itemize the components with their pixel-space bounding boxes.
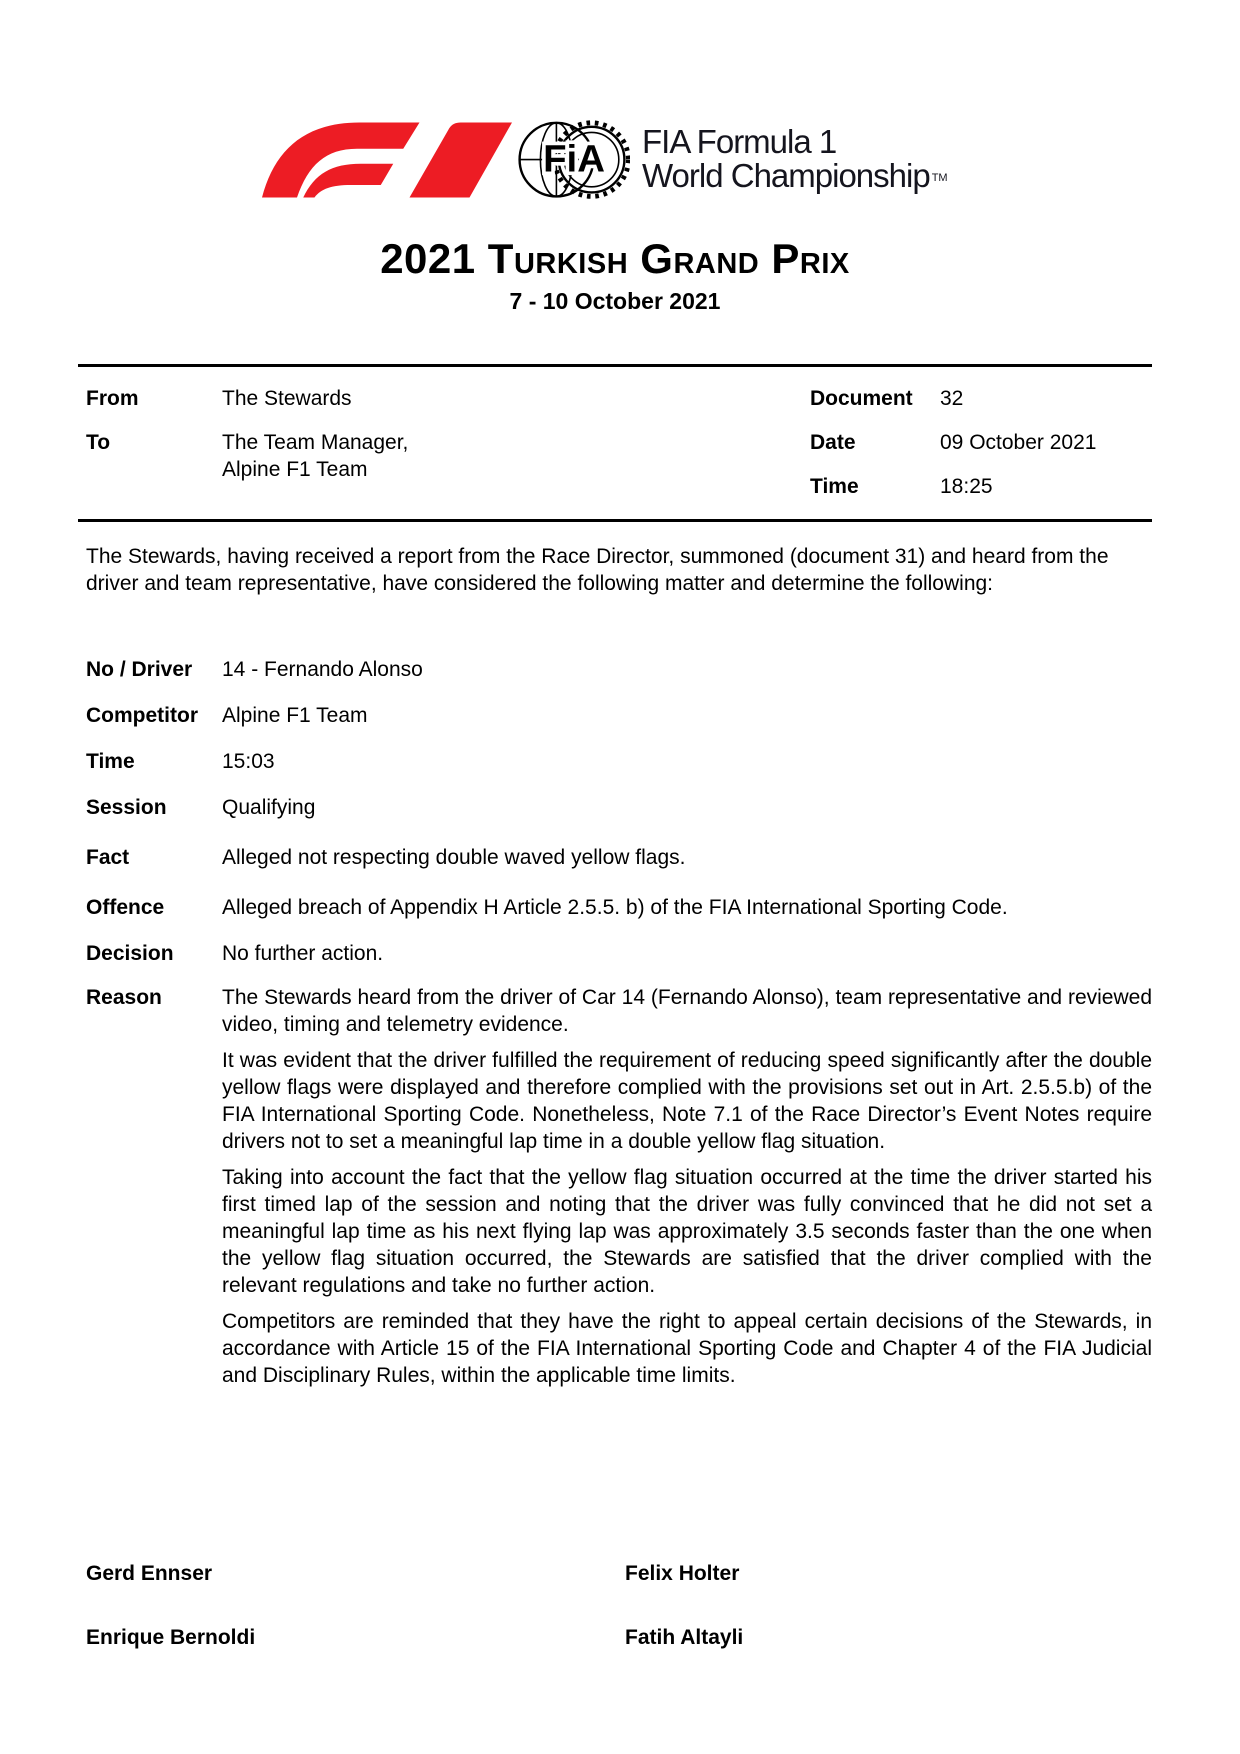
signature-fatih-altayli: Fatih Altayli xyxy=(625,1626,744,1649)
header-bottom-divider xyxy=(78,519,1152,522)
to-label: To xyxy=(86,431,111,454)
field-row-offence xyxy=(86,894,1152,921)
field-row-decision xyxy=(86,940,1152,967)
time-value: 18:25 xyxy=(940,475,993,498)
wordmark-line1: FIA Formula 1 xyxy=(642,123,837,160)
f1-logo-icon xyxy=(262,122,512,198)
competitor-label: Competitor xyxy=(86,704,198,727)
top-divider xyxy=(78,364,1152,367)
meta-document-info xyxy=(810,385,1170,517)
field-row-no-driver xyxy=(86,656,1152,683)
signature-row-1 xyxy=(86,1560,1152,1587)
fia-logo-icon xyxy=(518,117,630,203)
date-row xyxy=(810,429,1170,456)
reason-paragraph-1: The Stewards heard from the driver of Car 14 (Fernando Alonso), team representative and reviewed video, timing and telemetry evidence. xyxy=(222,986,1152,1036)
wordmark-line2-text: World Championship xyxy=(642,157,930,194)
decision-fields xyxy=(86,656,1152,1408)
field-row-fact xyxy=(86,844,1152,871)
wordmark-line2 xyxy=(642,159,948,195)
decision-value: No further action. xyxy=(222,942,384,965)
signature-enrique-bernoldi: Enrique Bernoldi xyxy=(86,1626,256,1649)
meta-from-to xyxy=(86,385,646,500)
no-driver-label: No / Driver xyxy=(86,658,193,681)
fia-logo-text: FiA xyxy=(543,137,605,181)
reason-paragraph-2: It was evident that the driver fulfilled the requirement of reducing speed significantly after the double yellow flags were displayed and therefore complied with the provisions set out in Art. 2.5.5.b) of the FIA International Sporting Code. Nonetheless, Note 7.1 of the Race Director’s Event Notes require drivers not to set a meaningful lap time in a double yellow flag situation. xyxy=(222,1049,1152,1153)
page-title: 2021 Turkish Grand Prix xyxy=(380,235,850,282)
fact-label: Fact xyxy=(86,846,130,869)
time-field-label: Time xyxy=(86,750,135,773)
document-row xyxy=(810,385,1170,412)
to-value-line1: The Team Manager, xyxy=(222,431,409,454)
field-row-competitor xyxy=(86,702,1152,729)
document-value: 32 xyxy=(940,387,964,410)
fact-value: Alleged not respecting double waved yellow flags. xyxy=(222,846,686,869)
to-value-line2: Alpine F1 Team xyxy=(222,458,368,481)
event-dates: 7 - 10 October 2021 xyxy=(509,288,721,314)
fia-f1-wordmark xyxy=(642,125,948,195)
session-label: Session xyxy=(86,796,167,819)
time-label: Time xyxy=(810,475,859,498)
to-row xyxy=(86,429,646,483)
reason-paragraph-3: Taking into account the fact that the yellow flag situation occurred at the time the driver started his first timed lap of the session and noting that the driver was fully convinced that he did not set a meaningful lap time as his next flying lap was approximately 3.5 seconds faster than the one when the yellow flag situation occurred, the Stewards are satisfied that the driver complied with the relevant regulations and take no further action. xyxy=(222,1166,1152,1297)
signature-felix-holter: Felix Holter xyxy=(625,1562,740,1585)
trademark-symbol: TM xyxy=(931,172,948,184)
offence-value: Alleged breach of Appendix H Article 2.5.5. b) of the FIA International Sporting Code. xyxy=(222,896,1008,919)
reason-value xyxy=(222,984,1152,1389)
to-value xyxy=(222,429,646,483)
decision-label: Decision xyxy=(86,942,174,965)
signatures-block xyxy=(86,1560,1152,1688)
from-row xyxy=(86,385,646,412)
field-row-session xyxy=(86,794,1152,821)
time-field-value: 15:03 xyxy=(222,750,275,773)
reason-paragraph-4: Competitors are reminded that they have the right to appeal certain decisions of the Stewards, in accordance with Article 15 of the FIA International Sporting Code and Chapter 4 of the FIA Judicial and Disciplinary Rules, within the applicable time limits. xyxy=(222,1310,1152,1387)
no-driver-value: 14 - Fernando Alonso xyxy=(222,658,423,681)
document-label: Document xyxy=(810,387,913,410)
field-row-reason xyxy=(86,984,1152,1389)
header-logos xyxy=(262,112,948,208)
field-row-time xyxy=(86,748,1152,775)
time-row xyxy=(810,473,1170,500)
reason-label: Reason xyxy=(86,986,162,1009)
session-value: Qualifying xyxy=(222,796,316,819)
date-value: 09 October 2021 xyxy=(940,431,1097,454)
signature-row-2 xyxy=(86,1624,1152,1651)
competitor-value: Alpine F1 Team xyxy=(222,704,368,727)
from-label: From xyxy=(86,387,139,410)
offence-label: Offence xyxy=(86,896,165,919)
date-label: Date xyxy=(810,431,856,454)
from-value: The Stewards xyxy=(222,387,352,410)
signature-gerd-ennser: Gerd Ennser xyxy=(86,1562,213,1585)
intro-paragraph: The Stewards, having received a report from the Race Director, summoned (document 31) and heard from the driver and team representative, have considered the following matter and determine the following: xyxy=(86,545,1109,595)
